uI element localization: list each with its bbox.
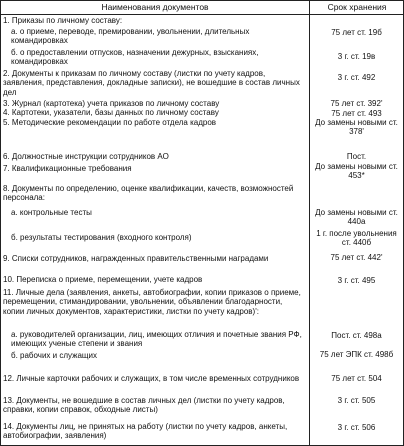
- row-1b-name: б. о предоставлении отпусков, назначении дежурных, взысканиях, командировках: [11, 48, 259, 67]
- row-1-name: 1. Приказы по личному составу:: [3, 16, 123, 25]
- row-1b-term: 3 г. ст. 19в: [337, 52, 376, 61]
- row-7-name: 7. Квалификационные требования: [3, 164, 132, 173]
- row-3-term: 75 лет ст. 392': [330, 99, 383, 108]
- row-5-term: До замены новыми ст. 378': [315, 118, 398, 137]
- rule-top: [0, 0, 404, 1]
- row-6-term: Пост.: [346, 152, 367, 161]
- column-header-names: Наименования документов: [101, 2, 209, 12]
- rule-column-divider: [309, 0, 310, 446]
- row-13-term: 3 г. ст. 505: [337, 396, 376, 405]
- row-8b-term: 1 г. после увольнения ст. 440б: [316, 229, 397, 248]
- row-8a-term: До замены новыми ст. 440а: [315, 208, 398, 227]
- rule-header: [0, 14, 404, 15]
- rule-left: [0, 0, 1, 446]
- row-1a-name: а. о приеме, переводе, премировании, увольнении, длительных командировках: [11, 27, 250, 46]
- row-11b-name: б. рабочих и служащих: [11, 351, 97, 360]
- row-5-name: 5. Методические рекомендации по работе отдела кадров: [3, 118, 217, 127]
- row-12-term: 75 лет ст. 504: [331, 374, 382, 383]
- row-2-name: 2. Документы к приказам по личному составу (листки по учету кадров, заявления, представления, докладные записки), не вошедшие в состав личных дел: [3, 69, 300, 97]
- row-11b-term: 75 лет ЭПК ст. 498б: [319, 350, 394, 359]
- row-8a-name: а. контрольные тесты: [11, 208, 92, 217]
- row-8-name: 8. Документы по определению, оценке квалификации, качеств, возможностей персонала:: [3, 184, 294, 203]
- row-1a-term: 75 лет ст. 19б: [331, 28, 382, 37]
- row-4-name: 4. Картотеки, указатели, базы данных по личному составу: [3, 108, 219, 117]
- row-13-name: 13. Документы, не вошедшие в состав личных дел (листки по учету кадров, справки, копии справок, обходные листы): [3, 396, 285, 415]
- row-14-term: 3 г. ст. 506: [337, 423, 376, 432]
- column-header-term: Срок хранения: [327, 2, 387, 12]
- row-11a-term: Пост. ст. 498а: [331, 331, 382, 340]
- row-2-term: 3 г. ст. 492: [337, 73, 376, 82]
- row-10-name: 10. Переписка о приеме, перемещении, учете кадров: [3, 275, 203, 284]
- row-12-name: 12. Личные карточки рабочих и служащих, в том числе временных сотрудников: [3, 374, 300, 383]
- row-3-name: 3. Журнал (картотека) учета приказов по личному составу: [3, 99, 220, 108]
- row-7-term: До замены новыми ст. 453*: [315, 162, 398, 181]
- row-11a-name: а. руководителей организации, лиц, имеющих отличия и почетные звания РФ, имеющих ученые степени и звания: [11, 330, 302, 349]
- row-9-term: 75 лет ст. 442': [330, 253, 383, 262]
- row-9-name: 9. Списки сотрудников, награжденных правительственными наградами: [3, 254, 269, 263]
- row-4-term: 75 лет ст. 493: [331, 109, 382, 118]
- row-14-name: 14. Документы лиц, не принятых на работу (листки по учету кадров, анкеты, автобиографии, заявления): [3, 422, 288, 441]
- row-11-name: 11. Личные дела (заявления, анкеты, автобиографии, копии приказов о приеме, перемещении, стимандировании, увольнении, объявлении благодарности, копии личных документов, характеристики, листки по учету кадров)':: [3, 288, 301, 316]
- row-8b-name: б. результаты тестирования (входного контроля): [11, 233, 192, 242]
- row-6-name: 6. Должностные инструкции сотрудников АО: [3, 152, 169, 161]
- row-10-term: 3 г. ст. 495: [337, 276, 376, 285]
